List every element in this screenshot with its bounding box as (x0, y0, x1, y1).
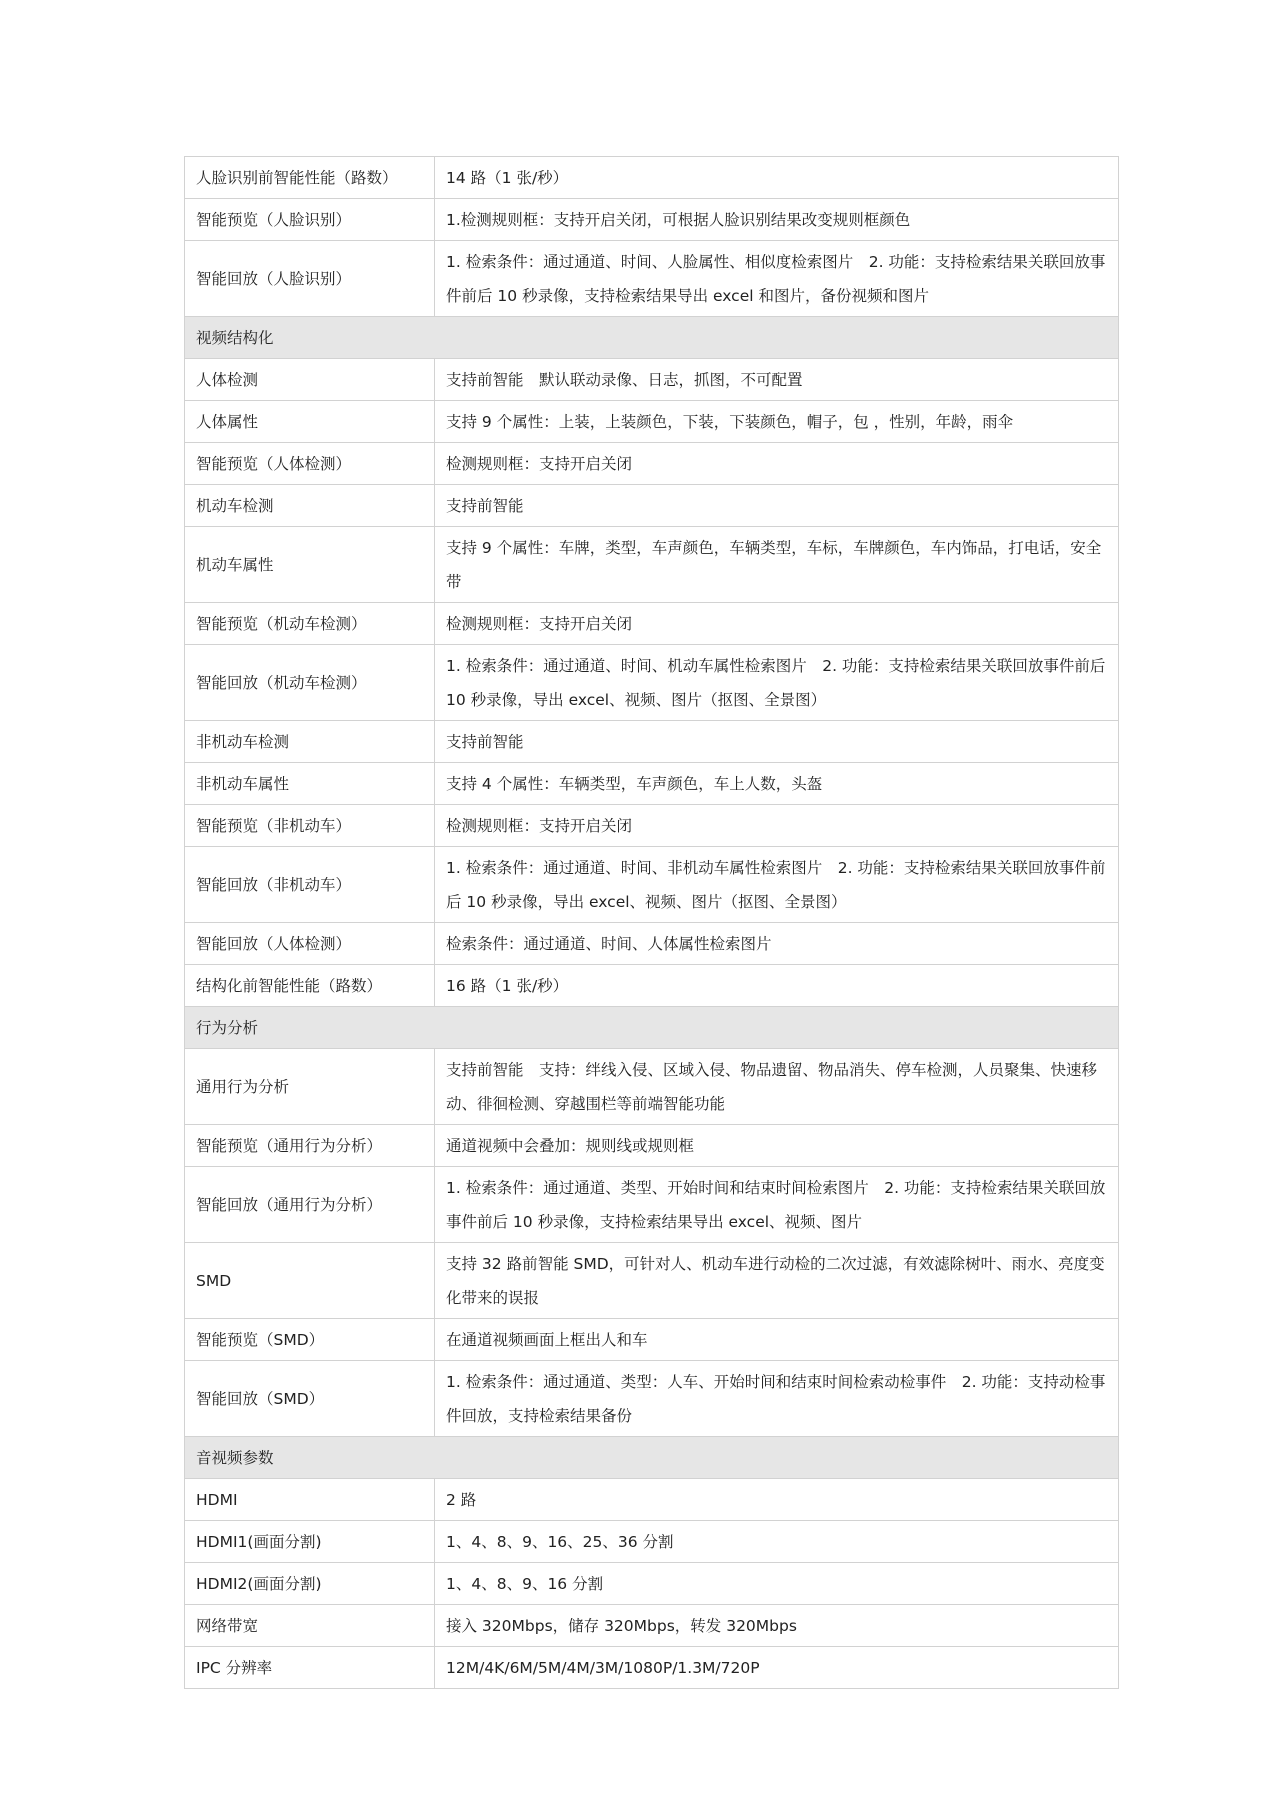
spec-row (185, 1243, 1119, 1319)
spec-value: 支持前智能 (435, 721, 1119, 763)
spec-row (185, 1049, 1119, 1125)
spec-value: 支持 32 路前智能 SMD，可针对人、机动车进行动检的二次过滤，有效滤除树叶、雨水、亮度变化带来的误报 (435, 1243, 1119, 1319)
section-header-row (185, 1437, 1119, 1479)
spec-row (185, 645, 1119, 721)
spec-label: HDMI1(画面分割) (185, 1521, 435, 1563)
spec-row (185, 527, 1119, 603)
spec-row (185, 1125, 1119, 1167)
spec-label: 智能预览（非机动车） (185, 805, 435, 847)
spec-label: 网络带宽 (185, 1605, 435, 1647)
spec-label: 非机动车属性 (185, 763, 435, 805)
spec-label: 通用行为分析 (185, 1049, 435, 1125)
spec-label: 智能回放（机动车检测） (185, 645, 435, 721)
spec-label: 机动车属性 (185, 527, 435, 603)
spec-value: 12M/4K/6M/5M/4M/3M/1080P/1.3M/720P (435, 1647, 1119, 1689)
spec-value: 支持 9 个属性：上装，上装颜色，下装，下装颜色，帽子，包 ，性别，年龄，雨伞 (435, 401, 1119, 443)
spec-label: 智能回放（人脸识别） (185, 241, 435, 317)
spec-value: 检测规则框：支持开启关闭 (435, 805, 1119, 847)
section-title: 音视频参数 (185, 1437, 1119, 1479)
spec-label: HDMI (185, 1479, 435, 1521)
spec-row (185, 485, 1119, 527)
spec-label: 人体检测 (185, 359, 435, 401)
spec-value: 1. 检索条件：通过通道、类型、开始时间和结束时间检索图片 2. 功能：支持检索结果关联回放事件前后 10 秒录像，支持检索结果导出 excel、视频、图片 (435, 1167, 1119, 1243)
spec-row (185, 1167, 1119, 1243)
section-title: 视频结构化 (185, 317, 1119, 359)
spec-row (185, 721, 1119, 763)
spec-label: 智能预览（SMD） (185, 1319, 435, 1361)
spec-row (185, 401, 1119, 443)
spec-label: 机动车检测 (185, 485, 435, 527)
spec-value: 1. 检索条件：通过通道、时间、人脸属性、相似度检索图片 2. 功能：支持检索结果关联回放事件前后 10 秒录像，支持检索结果导出 excel 和图片，备份视频和图片 (435, 241, 1119, 317)
spec-label: 非机动车检测 (185, 721, 435, 763)
spec-label: IPC 分辨率 (185, 1647, 435, 1689)
spec-row (185, 847, 1119, 923)
spec-value: 1.检测规则框：支持开启关闭，可根据人脸识别结果改变规则框颜色 (435, 199, 1119, 241)
spec-row (185, 1521, 1119, 1563)
spec-row (185, 1647, 1119, 1689)
spec-row (185, 157, 1119, 199)
spec-label: 人体属性 (185, 401, 435, 443)
spec-value: 支持前智能 默认联动录像、日志，抓图，不可配置 (435, 359, 1119, 401)
spec-value: 14 路（1 张/秒） (435, 157, 1119, 199)
spec-row (185, 1605, 1119, 1647)
spec-label: 人脸识别前智能性能（路数） (185, 157, 435, 199)
spec-value: 支持前智能 (435, 485, 1119, 527)
spec-value: 1、4、8、9、16、25、36 分割 (435, 1521, 1119, 1563)
spec-row (185, 359, 1119, 401)
spec-label: 智能回放（通用行为分析） (185, 1167, 435, 1243)
spec-label: 智能回放（SMD） (185, 1361, 435, 1437)
spec-row (185, 805, 1119, 847)
spec-label: 智能预览（人脸识别） (185, 199, 435, 241)
spec-value: 支持 4 个属性：车辆类型，车声颜色，车上人数，头盔 (435, 763, 1119, 805)
spec-value: 2 路 (435, 1479, 1119, 1521)
spec-table-body (185, 157, 1119, 1689)
spec-label: HDMI2(画面分割) (185, 1563, 435, 1605)
spec-row (185, 443, 1119, 485)
spec-value: 在通道视频画面上框出人和车 (435, 1319, 1119, 1361)
spec-value: 1. 检索条件：通过通道、类型：人车、开始时间和结束时间检索动检事件 2. 功能：支持动检事件回放，支持检索结果备份 (435, 1361, 1119, 1437)
spec-label: 结构化前智能性能（路数） (185, 965, 435, 1007)
spec-row (185, 1479, 1119, 1521)
spec-row (185, 923, 1119, 965)
spec-value: 通道视频中会叠加：规则线或规则框 (435, 1125, 1119, 1167)
spec-label: 智能预览（通用行为分析） (185, 1125, 435, 1167)
spec-row (185, 603, 1119, 645)
spec-value: 1. 检索条件：通过通道、时间、非机动车属性检索图片 2. 功能：支持检索结果关联回放事件前后 10 秒录像，导出 excel、视频、图片（抠图、全景图） (435, 847, 1119, 923)
spec-label: 智能回放（非机动车） (185, 847, 435, 923)
section-header-row (185, 317, 1119, 359)
spec-value: 16 路（1 张/秒） (435, 965, 1119, 1007)
spec-row (185, 241, 1119, 317)
spec-row (185, 965, 1119, 1007)
spec-label: 智能预览（机动车检测） (185, 603, 435, 645)
spec-row (185, 763, 1119, 805)
spec-value: 1、4、8、9、16 分割 (435, 1563, 1119, 1605)
spec-label: SMD (185, 1243, 435, 1319)
spec-label: 智能回放（人体检测） (185, 923, 435, 965)
spec-value: 1. 检索条件：通过通道、时间、机动车属性检索图片 2. 功能：支持检索结果关联回放事件前后 10 秒录像，导出 excel、视频、图片（抠图、全景图） (435, 645, 1119, 721)
section-header-row (185, 1007, 1119, 1049)
spec-row (185, 1361, 1119, 1437)
spec-value: 接入 320Mbps，储存 320Mbps，转发 320Mbps (435, 1605, 1119, 1647)
spec-value: 支持 9 个属性：车牌，类型，车声颜色，车辆类型，车标，车牌颜色，车内饰品，打电话，安全带 (435, 527, 1119, 603)
spec-value: 支持前智能 支持：绊线入侵、区域入侵、物品遗留、物品消失、停车检测，人员聚集、快速移动、徘徊检测、穿越围栏等前端智能功能 (435, 1049, 1119, 1125)
spec-row (185, 1319, 1119, 1361)
spec-table (184, 156, 1119, 1689)
section-title: 行为分析 (185, 1007, 1119, 1049)
spec-value: 检测规则框：支持开启关闭 (435, 603, 1119, 645)
spec-row (185, 199, 1119, 241)
spec-value: 检索条件：通过通道、时间、人体属性检索图片 (435, 923, 1119, 965)
spec-row (185, 1563, 1119, 1605)
spec-label: 智能预览（人体检测） (185, 443, 435, 485)
spec-value: 检测规则框：支持开启关闭 (435, 443, 1119, 485)
